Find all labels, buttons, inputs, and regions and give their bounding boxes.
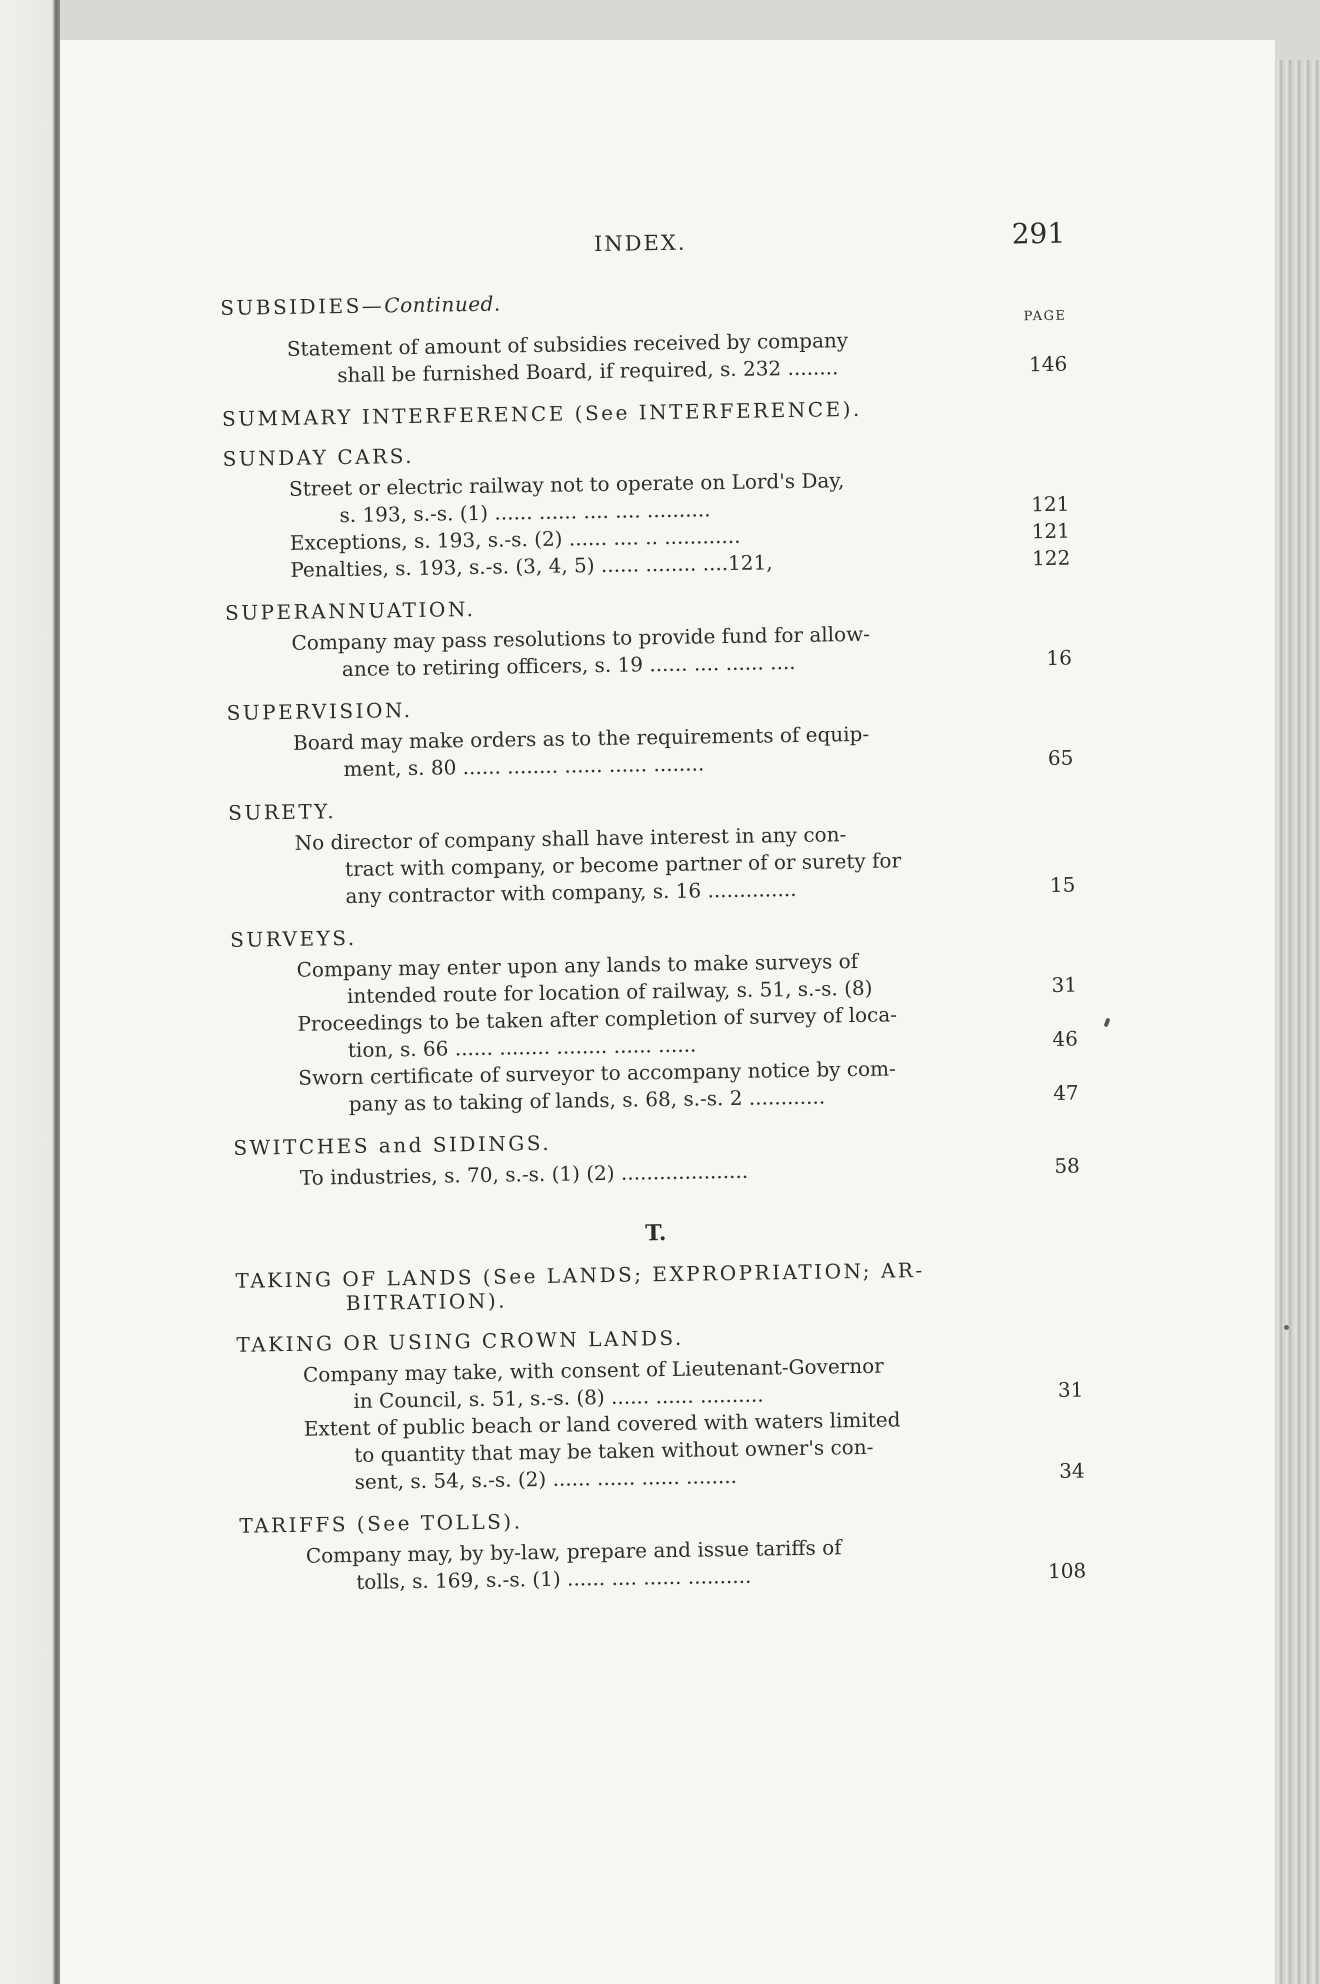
entry-line: Exceptions, s. 193, s.-s. (2) ...... .... .. ............	[289, 523, 741, 555]
entry-page-ref: 121	[1031, 491, 1070, 517]
entry-page-ref: 16	[1046, 645, 1073, 670]
entry-line: Street or electric railway not to operate on Lord's Day,	[288, 468, 845, 501]
entry-line: shall be furnished Board, if required, s. 232 ........	[337, 355, 839, 388]
page-column-label: PAGE	[1023, 308, 1067, 325]
entry-page-ref: 31	[1051, 972, 1078, 997]
entry-page-ref: 34	[1058, 1458, 1085, 1483]
entry-line: Board may make orders as to the requirements of equip-	[292, 721, 870, 755]
entry-page-ref: 15	[1049, 872, 1076, 897]
heading-text: TAKING OF LANDS (See LANDS; EXPROPRIATION; AR-	[235, 1257, 925, 1293]
entry-line: Company may take, with consent of Lieutenant-Governor	[302, 1353, 884, 1387]
entry-line: s. 193, s.-s. (1) ...... ...... .... .... ..........	[339, 497, 711, 528]
heading-text: BITRATION).	[345, 1288, 508, 1316]
index-entry	[300, 1153, 1080, 1192]
entry-line: tract with company, or become partner of or surety for	[344, 848, 902, 882]
entry-line: any contractor with company, s. 16 ..............	[345, 876, 797, 909]
entry-line: ance to retiring officers, s. 19 ...... .... ...... ....	[341, 649, 796, 682]
entry-line: Statement of amount of subsidies received by company	[286, 328, 849, 361]
entry-page-ref: 31	[1057, 1377, 1084, 1402]
index-entry	[304, 1404, 1085, 1497]
running-head-title: INDEX.	[593, 230, 687, 257]
entry-line: Extent of public beach or land covered with waters limited	[303, 1407, 901, 1441]
index-content	[215, 217, 1086, 1598]
index-entry	[287, 324, 1068, 390]
index-heading: SUMMARY INTERFERENCE (See INTERFERENCE).	[221, 396, 862, 431]
index-heading: SWITCHES and SIDINGS.	[233, 1130, 552, 1160]
index-heading: SUPERANNUATION.	[224, 596, 476, 625]
index-heading: SUPERVISION.	[226, 697, 413, 725]
entry-line: tolls, s. 169, s.-s. (1) ...... .... ...... ..........	[356, 1563, 752, 1594]
heading-continued: Continued.	[384, 291, 501, 318]
ink-speck	[1284, 1325, 1289, 1330]
page-number: 291	[1011, 216, 1066, 251]
entry-page-ref: 122	[1031, 545, 1071, 571]
entry-page-ref: 46	[1052, 1026, 1078, 1051]
entry-line: Company may pass resolutions to provide fund for allow-	[291, 621, 871, 655]
index-heading: TARIFFS (See TOLLS).	[239, 1509, 523, 1538]
index-entry	[294, 818, 1075, 911]
entry-line: sent, s. 54, s.-s. (2) ...... ...... ...... ........	[354, 1463, 738, 1494]
letter-heading: T.	[644, 1220, 667, 1247]
entry-line: Company may, by by-law, prepare and issue tariffs of	[305, 1535, 842, 1568]
page-edges-right	[1275, 60, 1320, 1984]
entry-page-ref: 146	[1028, 351, 1068, 377]
entry-page-ref: 58	[1054, 1153, 1080, 1178]
index-entry	[291, 618, 1072, 684]
entry-page-ref: 47	[1053, 1080, 1079, 1105]
entry-page-ref: 65	[1047, 745, 1074, 770]
index-heading	[231, 1256, 1082, 1317]
index-heading: SURVEYS.	[229, 925, 357, 952]
book-gutter-left	[0, 0, 60, 1984]
index-heading: SUNDAY CARS.	[222, 443, 415, 471]
entry-line: To industries, s. 70, s.-s. (1) (2) ....................	[299, 1158, 749, 1190]
entry-line: Sworn certificate of surveyor to accompany notice by com-	[298, 1056, 896, 1090]
index-entry	[293, 718, 1074, 784]
entry-line: Proceedings to be taken after completion of survey of loca-	[297, 1002, 898, 1036]
entry-line: Penalties, s. 193, s.-s. (3, 4, 5) ...... ........ ....121,	[290, 550, 773, 582]
index-entry	[298, 1053, 1079, 1119]
heading-text: SUBSIDIES—	[220, 293, 385, 320]
entry-line: pany as to taking of lands, s. 68, s.-s. 2 ............	[348, 1084, 826, 1117]
entry-line: ment, s. 80 ...... ........ ...... ...... ........	[343, 751, 705, 782]
entry-page-ref: 121	[1031, 518, 1071, 544]
entry-line: to quantity that may be taken without owner's con-	[354, 1434, 874, 1467]
index-heading: SURETY.	[227, 799, 337, 825]
entry-page-ref: 108	[1047, 1558, 1087, 1584]
entry-line: intended route for location of railway, s. 51, s.-s. (8)	[346, 975, 873, 1009]
entry-line: in Council, s. 51, s.-s. (8) ...... ...... ..........	[353, 1382, 764, 1413]
index-heading: TAKING OR USING CROWN LANDS.	[236, 1325, 684, 1357]
entry-line: tion, s. 66 ...... ........ ........ ...... ......	[347, 1032, 697, 1063]
entry-line: No director of company shall have interest in any con-	[294, 822, 847, 855]
entry-line: Company may enter upon any lands to make surveys of	[296, 948, 859, 982]
